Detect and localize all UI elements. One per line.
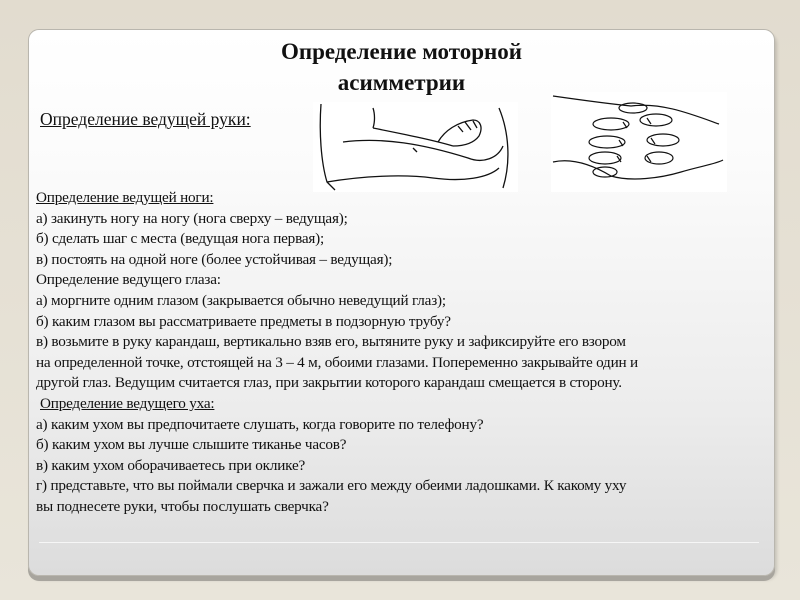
eye-item: другой глаз. Ведущим считается глаз, при закрытии которого карандаш смещается в сторону. xyxy=(36,374,622,392)
leg-item: в) постоять на одной ноге (более устойчивая – ведущая); xyxy=(36,250,393,268)
eye-item: а) моргните одним глазом (закрывается обычно неведущий глаз); xyxy=(36,291,446,309)
leg-heading: Определение ведущей ноги: xyxy=(36,189,214,206)
title-line-1: Определение моторной xyxy=(280,39,523,64)
ear-item: б) каким ухом вы лучше слышите тиканье часов? xyxy=(36,436,347,454)
eye-heading: Определение ведущего глаза: xyxy=(36,271,221,289)
leg-item: а) закинуть ногу на ногу (нога сверху – ведущая); xyxy=(36,209,348,227)
slide-panel xyxy=(28,29,775,576)
ear-item: г) представьте, что вы поймали сверчка и зажали его между обеими ладошками. К какому уху xyxy=(36,477,627,495)
ear-item: в) каким ухом оборачиваетесь при оклике? xyxy=(36,456,306,474)
eye-item: на определенной точке, отстоящей на 3 – 4 м, обоими глазами. Попеременно закрывайте один и xyxy=(36,353,638,371)
ear-item: а) каким ухом вы предпочитаете слушать, когда говорите по телефону? xyxy=(36,415,484,433)
crossed-arms-illustration xyxy=(313,102,518,192)
eye-item: в) возьмите в руку карандаш, вертикально взяв его, вытяните руку и зафиксируйте его взором xyxy=(36,333,626,351)
divider xyxy=(39,542,759,543)
ear-item: вы поднесете руки, чтобы послушать сверчка? xyxy=(36,497,329,515)
slide-body xyxy=(36,188,771,518)
slide-title xyxy=(29,36,774,98)
title-line-2: асимметрии xyxy=(337,70,466,95)
interlaced-fingers-illustration xyxy=(551,92,727,192)
ear-heading: Определение ведущего уха: xyxy=(40,394,215,412)
eye-item: б) каким глазом вы рассматриваете предметы в подзорную трубу? xyxy=(36,312,451,330)
hand-heading: Определение ведущей руки: xyxy=(40,109,251,129)
leg-item: б) сделать шаг с места (ведущая нога первая); xyxy=(36,230,325,248)
